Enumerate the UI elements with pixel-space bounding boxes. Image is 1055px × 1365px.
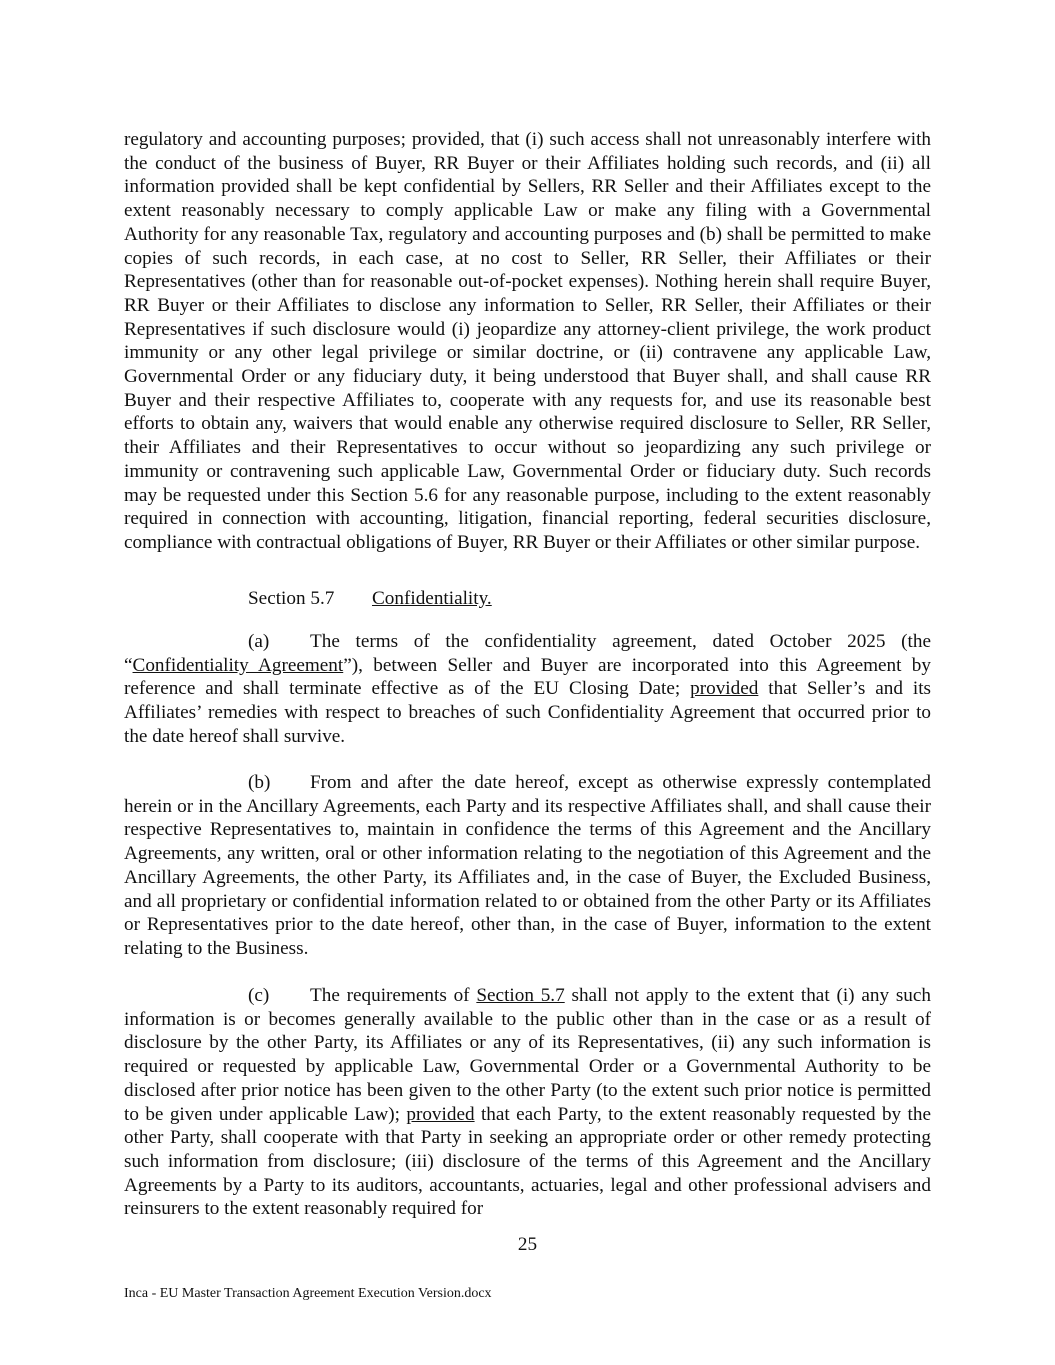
paragraph-b	[124, 771, 931, 961]
section-reference: Section 5.7	[476, 985, 565, 1006]
paragraph-c-text-2: shall not apply to the extent that (i) any such information is or becomes generally available to the public other than in the case or as a result of disclosure by the other Party, its Affiliates or any of its Representatives, (ii) any such information is required or requested by applicable Law, Governmental Order or a Governmental Authority to be disclosed after prior notice has been given to the other Party (to the extent such prior notice is permitted to be given under applicable Law);	[124, 985, 932, 1125]
section-title: Confidentiality.	[372, 588, 492, 609]
continuation-paragraph	[124, 128, 931, 555]
paragraph-a-text-1: The terms of the confidentiality agreement, dated October 2025 (the “	[124, 631, 931, 676]
defined-term-confidentiality-agreement: Confidentiality Agreement	[132, 654, 344, 676]
document-footer: Inca - EU Master Transaction Agreement Execution Version.docx	[124, 1286, 492, 1301]
section-heading	[248, 587, 492, 611]
paragraph-c-text-1: The requirements of	[310, 985, 477, 1006]
page-number: 25	[517, 1234, 538, 1255]
paragraph-b-label: (b)	[248, 772, 271, 793]
paragraph-a-text-2: ”), between Seller and Buyer are incorporated into this Agreement by reference and shall terminate effective as of the EU Closing Date;	[124, 654, 931, 700]
paragraph-a-label: (a)	[248, 631, 270, 652]
paragraph-a	[124, 630, 931, 749]
paragraph-c-label: (c)	[248, 985, 270, 1006]
paragraph-c-text-3: that each Party, to the extent reasonably requested by the other Party, shall cooperate with that Party in seeking an appropriate order or other remedy protecting such information from disclosure; (iii) disclosure of the terms of this Agreement and the Ancillary Agreements by a Party to its auditors, accountants, actuaries, legal and other professional advisers and reinsurers to the extent reasonably required for	[124, 1103, 931, 1220]
section-number: Section 5.7	[248, 588, 335, 609]
paragraph-b-text: From and after the date hereof, except as otherwise expressly contemplated herein or in the Ancillary Agreements, each Party and its respective Affiliates shall, and shall cause their respective Representatives to, maintain in confidence the terms of this Agreement and the Ancillary Agreements, any written, oral or other information relating to the negotiation of this Agreement and the Ancillary Agreements, the other Party, its Affiliates and, in the case of Buyer, the Excluded Business, and all proprietary or confidential information related to or obtained from the other Party or its Affiliates or Representatives prior to the date hereof, other than, in the case of Buyer, information to the extent relating to the Business.	[124, 772, 931, 959]
provided-term: provided	[406, 1103, 475, 1125]
provided-term: provided	[690, 678, 759, 700]
paragraph-a-text-3: that Seller’s and its Affiliates’ remedies with respect to breaches of such Confidentiality Agreement that occurred prior to the date hereof shall survive.	[124, 678, 932, 747]
paragraph-c	[124, 984, 931, 1221]
continuation-paragraph-text: regulatory and accounting purposes; provided, that (i) such access shall not unreasonably interfere with the conduct of the business of Buyer, RR Buyer or their Affiliates holding such records, and (ii) all information provided shall be kept confidential by Sellers, RR Seller and their Affiliates except to the extent reasonably necessary to comply applicable Law or make any filing with a Governmental Authority for any reasonable Tax, regulatory and accounting purposes and (b) shall be permitted to make copies of such records, in each case, at no cost to Seller, RR Seller, their Affiliates or their Representatives (other than for reasonable out-of-pocket expenses). Nothing herein shall require Buyer, RR Buyer or their Affiliates to disclose any information to Seller, RR Seller, their Affiliates or their Representatives if such disclosure would (i) jeopardize any attorney-client privilege, the work product immunity or any other legal privilege or similar doctrine, or (ii) contravene any applicable Law, Governmental Order or any fiduciary duty, it being understood that Buyer shall, and shall cause RR Buyer and their respective Affiliates to, cooperate with any requests for, and use its reasonable best efforts to obtain any, waivers that would enable any otherwise required disclosure to Seller, RR Seller, their Affiliates and their Representatives to occur without so jeopardizing any such privilege or immunity or contravening such applicable Law, Governmental Order or fiduciary duty. Such records may be requested under this Section 5.6 for any reasonable purpose, including to the extent reasonably required in connection with accounting, litigation, financial reporting, federal securities disclosure, compliance with contractual obligations of Buyer, RR Buyer or their Affiliates or other similar purpose.	[124, 129, 931, 553]
